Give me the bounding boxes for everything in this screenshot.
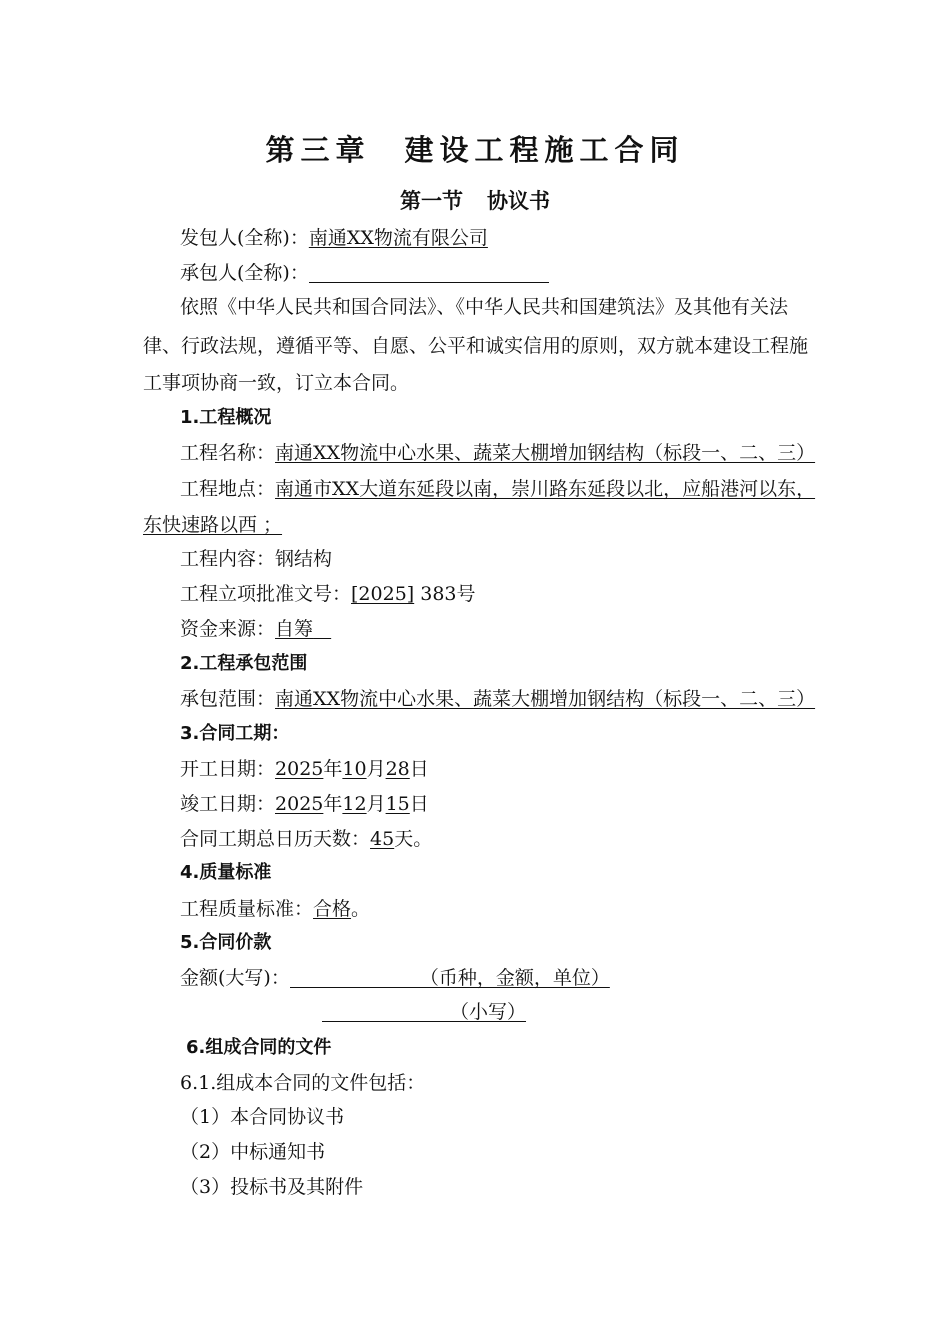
- month-char: 月: [366, 793, 386, 815]
- heading-contract-scope: 2.工程承包范围: [180, 653, 308, 674]
- chapter-name: 建设工程施工合同: [404, 133, 685, 167]
- end-month: 12: [342, 793, 367, 815]
- preamble-line-3: 工事项协商一致，订立本合同。: [143, 372, 410, 394]
- document-item-3: （3）投标书及其附件: [180, 1176, 364, 1198]
- heading-contract-period: 3.合同工期：: [180, 723, 290, 744]
- scope-label: 承包范围：: [180, 688, 276, 710]
- start-date-line: [180, 756, 429, 782]
- document-item-1: （1）本合同协议书: [180, 1106, 345, 1128]
- section-name: 协议书: [487, 189, 550, 213]
- total-days-suffix: 天。: [394, 828, 433, 850]
- preamble-line-1: 依照《中华人民共和国合同法》、《中华人民共和国建筑法》及其他有关法: [180, 296, 789, 318]
- end-date-line: [180, 791, 429, 817]
- end-year: 2025: [275, 793, 324, 815]
- project-site-line-1: [180, 476, 815, 502]
- day-char: 日: [409, 758, 429, 780]
- quality-line: [180, 896, 370, 922]
- start-day: 28: [385, 758, 410, 780]
- project-site-line-2: [143, 512, 282, 538]
- approval-year: [2025]: [351, 583, 415, 605]
- preamble-line-2: 律、行政法规，遵循平等、自愿、公平和诚实信用的原则，双方就本建设工程施: [143, 335, 809, 357]
- start-date-label: 开工日期：: [180, 758, 276, 780]
- total-days-line: [180, 826, 432, 852]
- section-title: [0, 186, 950, 216]
- employer-label: 发包人(全称)：: [180, 227, 309, 249]
- quality-label: 工程质量标准：: [180, 898, 314, 920]
- end-day: 15: [385, 793, 410, 815]
- section-number: 第一节: [400, 189, 463, 213]
- amount-words-hint: （币种，金额，单位）: [419, 967, 610, 989]
- amount-figures-line: [322, 999, 526, 1025]
- heading-quality-standard: 4.质量标准: [180, 862, 272, 883]
- end-date-label: 竣工日期：: [180, 793, 276, 815]
- amount-words-line: [180, 965, 610, 991]
- start-month: 10: [342, 758, 367, 780]
- fund-source-label: 资金来源：: [180, 618, 276, 640]
- project-name-value: 南通XX物流中心水果、蔬菜大棚增加钢结构（标段一、二、三）: [275, 442, 816, 464]
- fund-source-line: [180, 616, 331, 642]
- amount-figures-blank: [322, 1001, 450, 1022]
- total-days-label: 合同工期总日历天数：: [180, 828, 371, 850]
- contractor-blank: [309, 262, 549, 283]
- approval-number-label: 工程立项批准文号：: [180, 583, 352, 605]
- contractor-line: [180, 260, 549, 286]
- scope-line: [180, 686, 815, 712]
- fund-source-value: 自筹: [275, 618, 314, 640]
- day-char: 日: [409, 793, 429, 815]
- amount-words-label: 金额(大写)：: [180, 967, 290, 989]
- employer-value: 南通XX物流有限公司: [308, 227, 488, 249]
- amount-words-blank: [290, 967, 420, 988]
- chapter-number: 第三章: [265, 133, 371, 167]
- project-name-line: [180, 440, 815, 466]
- project-site-value-continued: 东快速路以西 ；: [143, 514, 283, 536]
- amount-figures-hint: （小写）: [450, 1001, 527, 1023]
- documents-intro: 6.1.组成本合同的文件包括：: [180, 1072, 426, 1094]
- project-content-line: [180, 546, 332, 572]
- project-site-label: 工程地点：: [180, 478, 276, 500]
- document-item-2: （2）中标通知书: [180, 1141, 326, 1163]
- total-days-value: 45: [370, 828, 395, 850]
- start-year: 2025: [275, 758, 324, 780]
- heading-contract-documents: 6.组成合同的文件: [186, 1037, 332, 1058]
- scope-value: 南通XX物流中心水果、蔬菜大棚增加钢结构（标段一、二、三）: [275, 688, 816, 710]
- project-content-label: 工程内容：: [180, 548, 276, 570]
- quality-value: 合格: [313, 898, 352, 920]
- employer-line: [180, 225, 488, 251]
- project-site-value: 南通市XX大道东延段以南，崇川路东延段以北，应船港河以东，: [275, 478, 816, 500]
- project-name-label: 工程名称：: [180, 442, 276, 464]
- quality-suffix: 。: [351, 898, 371, 920]
- year-char: 年: [323, 758, 343, 780]
- project-content-value: 钢结构: [275, 548, 333, 570]
- heading-contract-price: 5.合同价款: [180, 932, 272, 953]
- contractor-label: 承包人(全称)：: [180, 262, 309, 284]
- year-char: 年: [323, 793, 343, 815]
- month-char: 月: [366, 758, 386, 780]
- chapter-title: [0, 132, 950, 168]
- approval-number-line: [180, 581, 476, 607]
- heading-project-overview: 1.工程概况: [180, 407, 272, 428]
- approval-number: 383号: [414, 583, 476, 605]
